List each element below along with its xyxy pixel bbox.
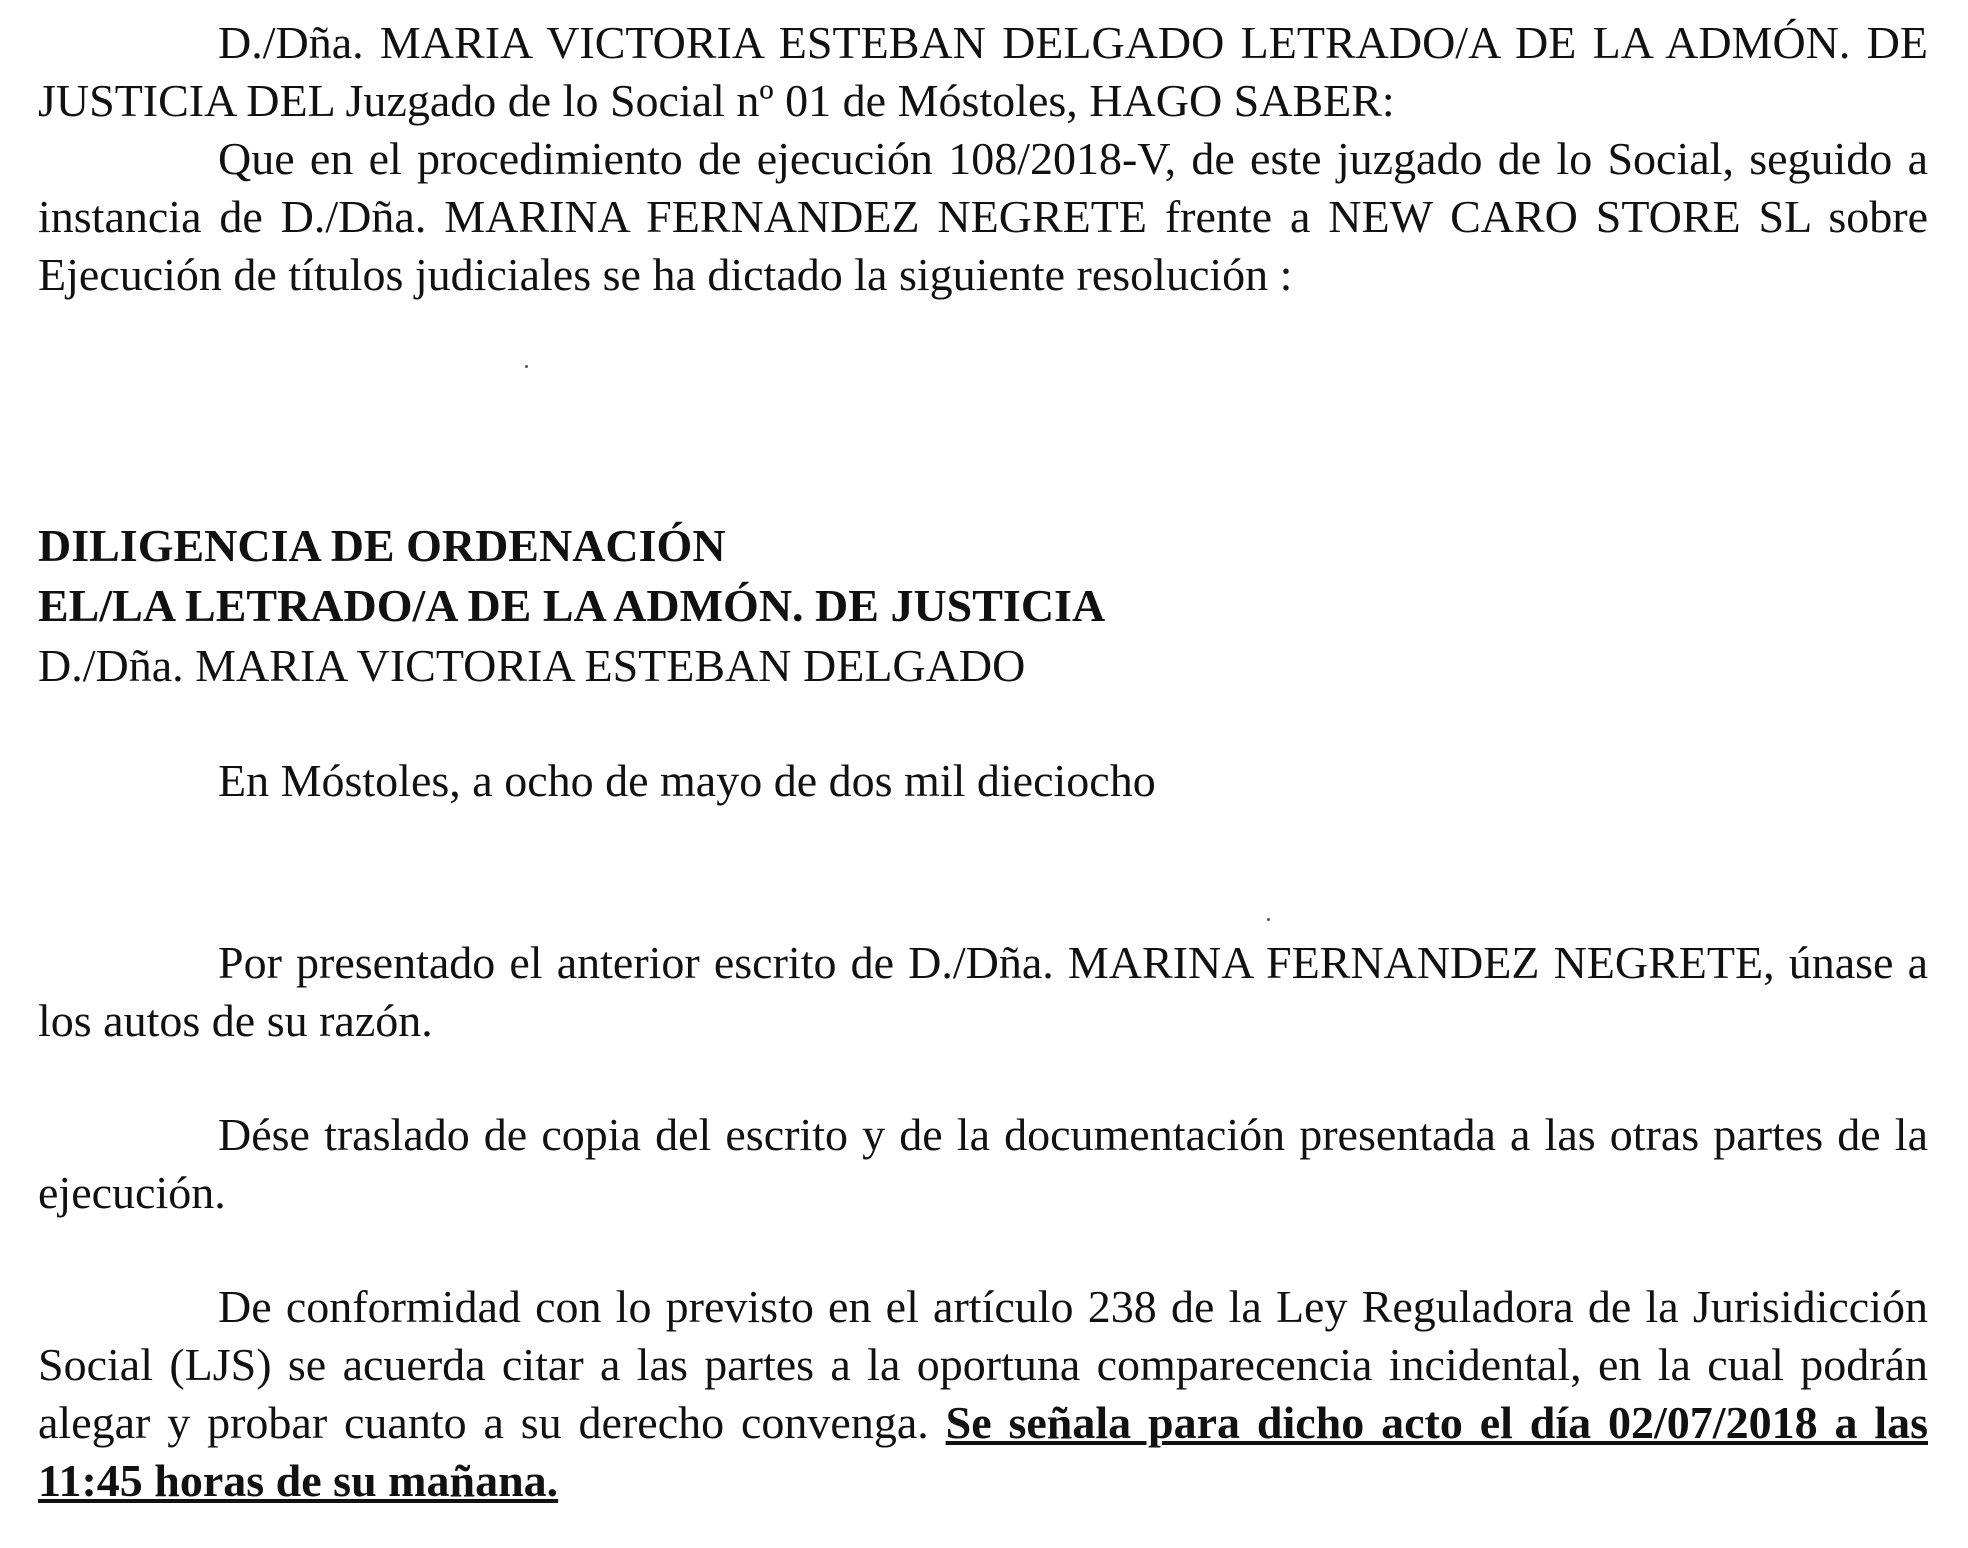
hearing-date-emphasis: Se señala para dicho acto el día 02/07/2018 a las 11:45 horas de su mañana. (38, 1397, 1929, 1506)
body-paragraph-3 (38, 1278, 1928, 1510)
procedure-paragraph: Que en el procedimiento de ejecución 108/2018-V, de este juzgado de lo Social, seguido a instancia de D./Dña. MARINA FERNANDEZ NEGRETE frente a NEW CARO STORE SL sobre Ejecución de títulos judiciales se ha dictado la siguiente resolución : (38, 133, 1928, 300)
diligencia-title: DILIGENCIA DE ORDENACIÓN (38, 520, 726, 571)
spacer (38, 696, 1928, 752)
spacer (38, 1050, 1928, 1106)
document-page (38, 14, 1928, 1510)
header-paragraph: D./Dña. MARIA VICTORIA ESTEBAN DELGADO LETRADO/A DE LA ADMÓN. DE JUSTICIA DEL Juzgado de lo Social nº 01 de Móstoles, HAGO SABER: (38, 17, 1928, 126)
paragraph-3-text: De conformidad con lo previsto en el artículo 238 de la Ley Reguladora de la Jurisidicción Social (LJS) se acuerda citar a las partes a la oportuna comparecencia incidental, en la cual podrán alegar y probar cuanto a su derecho convenga. (38, 1281, 1928, 1448)
spacer (38, 304, 1928, 516)
body-paragraph-1: Por presentado el anterior escrito de D./Dña. MARINA FERNANDEZ NEGRETE, únase a los autos de su razón. (38, 937, 1928, 1046)
date-line: En Móstoles, a ocho de mayo de dos mil dieciocho (218, 755, 1156, 806)
letrado-name: D./Dña. MARIA VICTORIA ESTEBAN DELGADO (38, 640, 1026, 691)
letrado-title: EL/LA LETRADO/A DE LA ADMÓN. DE JUSTICIA (38, 580, 1106, 631)
scan-speck (525, 365, 528, 368)
spacer (38, 810, 1928, 934)
spacer (38, 1222, 1928, 1278)
scan-speck (1267, 918, 1270, 921)
body-paragraph-2: Dése traslado de copia del escrito y de la documentación presentada a las otras partes de la ejecución. (38, 1109, 1928, 1218)
